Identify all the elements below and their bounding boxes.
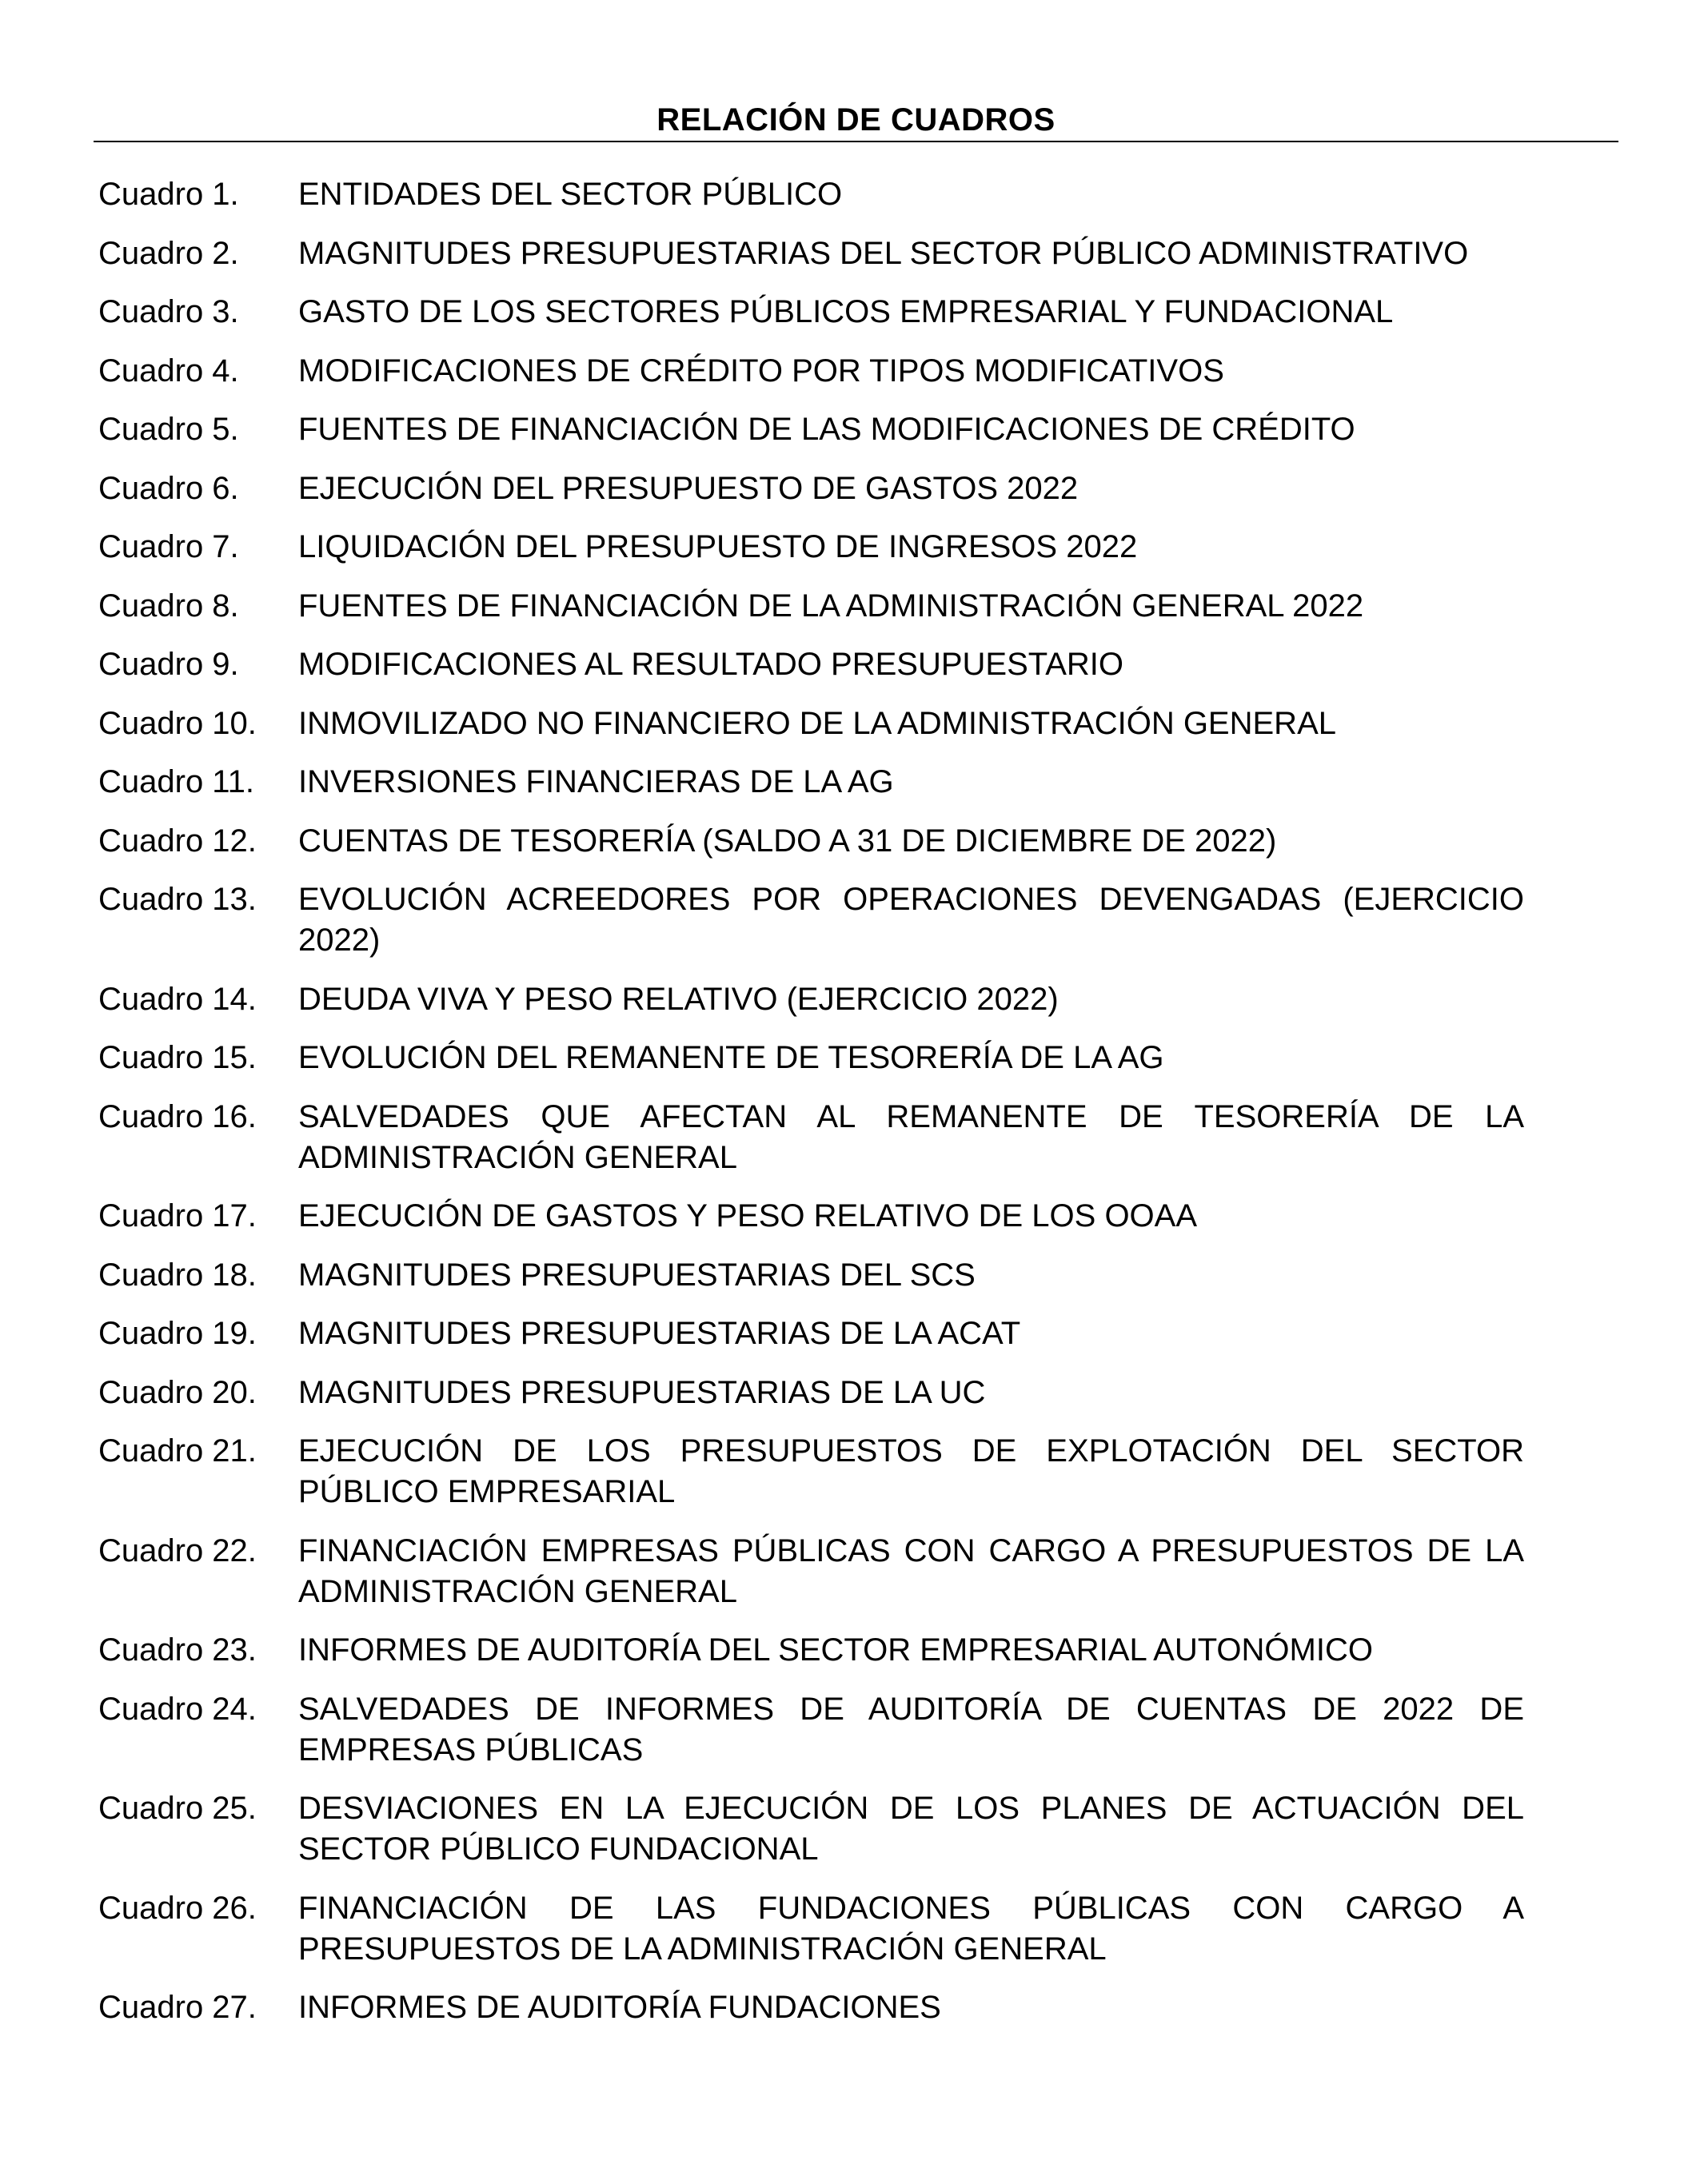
item-title: SALVEDADES QUE AFECTAN AL REMANENTE DE TESORERÍA DE LA ADMINISTRACIÓN GENERAL [298, 1098, 1524, 1175]
item-title: SALVEDADES DE INFORMES DE AUDITORÍA DE CUENTAS DE 2022 DE EMPRESAS PÚBLICAS [298, 1691, 1524, 1768]
item-label: Cuadro 18. [98, 1257, 257, 1293]
list-item[interactable] [98, 1888, 1524, 1970]
item-label: Cuadro 8. [98, 588, 239, 624]
item-label: Cuadro 22. [98, 1532, 257, 1568]
item-title: INFORMES DE AUDITORÍA DEL SECTOR EMPRESARIAL AUTONÓMICO [298, 1632, 1373, 1668]
item-title: MAGNITUDES PRESUPUESTARIAS DEL SECTOR PÚBLICO ADMINISTRATIVO [298, 235, 1469, 271]
item-label: Cuadro 17. [98, 1198, 257, 1233]
item-label: Cuadro 27. [98, 1990, 257, 2025]
list-item[interactable] [98, 821, 1524, 862]
list-item[interactable] [98, 1630, 1524, 1671]
list-item[interactable] [98, 1196, 1524, 1237]
item-label: Cuadro 23. [98, 1632, 257, 1668]
item-label: Cuadro 12. [98, 823, 257, 859]
item-title: MAGNITUDES PRESUPUESTARIAS DEL SCS [298, 1257, 976, 1293]
item-label: Cuadro 21. [98, 1433, 257, 1469]
list-item[interactable] [98, 1373, 1524, 1413]
item-label: Cuadro 2. [98, 235, 239, 271]
item-title: GASTO DE LOS SECTORES PÚBLICOS EMPRESARIAL Y FUNDACIONAL [298, 294, 1394, 329]
list-item[interactable] [98, 527, 1524, 568]
list-item[interactable] [98, 409, 1524, 450]
item-label: Cuadro 25. [98, 1791, 257, 1826]
item-label: Cuadro 4. [98, 353, 239, 389]
item-label: Cuadro 14. [98, 981, 257, 1017]
list-item[interactable] [98, 1788, 1524, 1870]
item-label: Cuadro 16. [98, 1098, 257, 1134]
table-of-tables [98, 174, 1524, 2047]
item-title: MODIFICACIONES AL RESULTADO PRESUPUESTARIO [298, 647, 1124, 682]
item-label: Cuadro 7. [98, 529, 239, 564]
item-label: Cuadro 5. [98, 412, 239, 447]
list-item[interactable] [98, 1038, 1524, 1078]
item-label: Cuadro 24. [98, 1691, 257, 1727]
item-title: EJECUCIÓN DEL PRESUPUESTO DE GASTOS 2022 [298, 470, 1079, 506]
list-item[interactable] [98, 1531, 1524, 1612]
list-item[interactable] [98, 644, 1524, 685]
item-label: Cuadro 11. [98, 764, 254, 799]
item-title: MODIFICACIONES DE CRÉDITO POR TIPOS MODIFICATIVOS [298, 353, 1224, 389]
item-label: Cuadro 3. [98, 294, 239, 329]
list-item[interactable] [98, 1431, 1524, 1512]
item-label: Cuadro 20. [98, 1374, 257, 1410]
item-title: MAGNITUDES PRESUPUESTARIAS DE LA ACAT [298, 1316, 1021, 1351]
list-item[interactable] [98, 233, 1524, 274]
item-title: DEUDA VIVA Y PESO RELATIVO (EJERCICIO 2022) [298, 981, 1059, 1017]
item-label: Cuadro 26. [98, 1890, 257, 1926]
item-label: Cuadro 6. [98, 470, 239, 506]
list-item[interactable] [98, 586, 1524, 627]
item-title: MAGNITUDES PRESUPUESTARIAS DE LA UC [298, 1374, 986, 1410]
item-title: ENTIDADES DEL SECTOR PÚBLICO [298, 177, 843, 212]
list-item[interactable] [98, 174, 1524, 215]
item-title: INFORMES DE AUDITORÍA FUNDACIONES [298, 1990, 941, 2025]
page-title: RELACIÓN DE CUADROS [656, 102, 1056, 137]
item-title: FINANCIACIÓN EMPRESAS PÚBLICAS CON CARGO A PRESUPUESTOS DE LA ADMINISTRACIÓN GENERAL [298, 1532, 1524, 1609]
item-title: CUENTAS DE TESORERÍA (SALDO A 31 DE DICIEMBRE DE 2022) [298, 823, 1277, 859]
item-title: FUENTES DE FINANCIACIÓN DE LAS MODIFICACIONES DE CRÉDITO [298, 412, 1355, 447]
item-label: Cuadro 13. [98, 882, 257, 917]
item-title: EVOLUCIÓN ACREEDORES POR OPERACIONES DEVENGADAS (EJERCICIO 2022) [298, 882, 1524, 958]
item-title: DESVIACIONES EN LA EJECUCIÓN DE LOS PLANES DE ACTUACIÓN DEL SECTOR PÚBLICO FUNDACIONAL [298, 1791, 1524, 1867]
item-title: INMOVILIZADO NO FINANCIERO DE LA ADMINISTRACIÓN GENERAL [298, 705, 1336, 741]
list-item[interactable] [98, 703, 1524, 744]
list-item[interactable] [98, 1255, 1524, 1296]
list-item[interactable] [98, 1313, 1524, 1354]
list-item[interactable] [98, 879, 1524, 961]
list-item[interactable] [98, 1987, 1524, 2028]
item-label: Cuadro 15. [98, 1040, 257, 1075]
list-item[interactable] [98, 979, 1524, 1020]
item-label: Cuadro 19. [98, 1316, 257, 1351]
item-title: INVERSIONES FINANCIERAS DE LA AG [298, 764, 894, 799]
item-label: Cuadro 1. [98, 177, 239, 212]
item-title: EVOLUCIÓN DEL REMANENTE DE TESORERÍA DE LA AG [298, 1040, 1164, 1075]
list-item[interactable] [98, 762, 1524, 803]
item-label: Cuadro 9. [98, 647, 239, 682]
list-item[interactable] [98, 292, 1524, 333]
list-item[interactable] [98, 1097, 1524, 1178]
list-item[interactable] [98, 351, 1524, 392]
item-title: EJECUCIÓN DE LOS PRESUPUESTOS DE EXPLOTACIÓN DEL SECTOR PÚBLICO EMPRESARIAL [298, 1433, 1524, 1509]
item-title: LIQUIDACIÓN DEL PRESUPUESTO DE INGRESOS 2022 [298, 529, 1138, 564]
list-item[interactable] [98, 468, 1524, 509]
title-underline [94, 141, 1618, 142]
item-label: Cuadro 10. [98, 705, 257, 741]
item-title: FINANCIACIÓN DE LAS FUNDACIONES PÚBLICAS CON CARGO A PRESUPUESTOS DE LA ADMINISTRACIÓN GENERAL [298, 1890, 1524, 1967]
item-title: FUENTES DE FINANCIACIÓN DE LA ADMINISTRACIÓN GENERAL 2022 [298, 588, 1364, 624]
list-item[interactable] [98, 1689, 1524, 1771]
item-title: EJECUCIÓN DE GASTOS Y PESO RELATIVO DE LOS OOAA [298, 1198, 1198, 1233]
